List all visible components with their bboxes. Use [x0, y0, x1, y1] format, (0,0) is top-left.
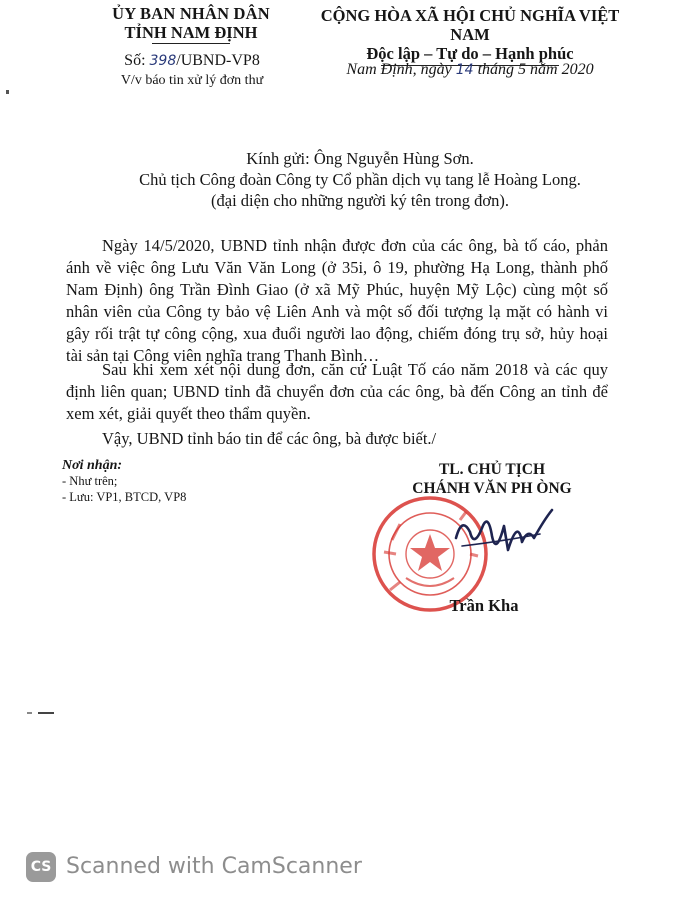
recipient-line3: (đại diện cho những người ký tên trong đơn). [211, 191, 509, 210]
date-prefix: Nam Định, ngày [346, 61, 452, 78]
handwritten-signature [448, 498, 558, 568]
scan-mark [27, 712, 32, 714]
date-line [300, 60, 640, 80]
camscanner-logo-icon: CS [26, 852, 56, 882]
signature-title-line1: TL. CHỦ TỊCH [438, 461, 546, 478]
national-motto: Độc lập – Tự do – Hạnh phúc [366, 44, 574, 63]
signer-name: Trần Kha [449, 596, 519, 615]
scan-edge-mark [6, 90, 9, 94]
agency-name-line2: TỈNH NAM ĐỊNH [124, 23, 258, 42]
date-suffix: tháng 5 năm 2020 [477, 61, 594, 78]
document-subject: V/v báo tin xử lý đơn thư [120, 73, 264, 88]
recipients-list-item: - Như trên; [62, 474, 118, 488]
nation-title: CỘNG HÒA XÃ HỘI CHỦ NGHĨA VIỆT NAM [320, 6, 620, 44]
scanner-watermark: Scanned with CamScanner [66, 854, 362, 879]
signature-title-line2: CHÁNH VĂN PH ÒNG [412, 480, 572, 497]
document-number [82, 52, 302, 70]
scan-mark [38, 712, 54, 714]
recipients-list-item: - Lưu: VP1, BTCD, VP8 [62, 490, 187, 504]
agency-underline [152, 43, 230, 44]
body-paragraph-3: Vậy, UBND tỉnh báo tin để các ông, bà được biết./ [102, 429, 437, 448]
body-paragraph-2: Sau khi xem xét nội dung đơn, căn cứ Luật Tố cáo năm 2018 và các quy định liên quan; UBND tỉnh đã chuyển đơn của các ông, bà đến Công an tỉnh để xem xét, giải quyết theo thẩm quyền. [66, 360, 608, 423]
recipients-list-title: Nơi nhận: [62, 458, 123, 473]
agency-header [78, 4, 304, 44]
signature-block [372, 460, 612, 498]
doc-number-prefix: Số: [124, 52, 146, 69]
body-paragraph-1: Ngày 14/5/2020, UBND tỉnh nhận được đơn của các ông, bà tố cáo, phản ánh về việc ông Lưu Văn Văn Long (ở 35i, ô 19, phường Hạ Long, thành phố Nam Định) ông Trần Đình Giao (ở xã Mỹ Phúc, huyện Mỹ Lộc) cùng một số nhân viên của Công ty bảo vệ Liên Anh và một số đối tượng lạ mặt có hành vi gây rối trật tự công cộng, xua đuổi người lao động, chiếm đóng trụ sở, hủy hoại tài sản tại Công viên nghĩa trang Thanh Bình… [66, 236, 608, 365]
recipient-line1: Kính gửi: Ông Nguyễn Hùng Sơn. [246, 149, 474, 168]
national-header [300, 6, 640, 66]
doc-number-handwritten: 398 [149, 53, 177, 69]
agency-name-line1: ỦY BAN NHÂN DÂN [112, 4, 270, 23]
doc-number-suffix: /UBND-VP8 [176, 52, 260, 69]
date-day-handwritten: 14 [455, 62, 474, 78]
recipient-line2: Chủ tịch Công đoàn Công ty Cổ phần dịch vụ tang lễ Hoàng Long. [139, 170, 581, 189]
recipient-block [60, 148, 660, 211]
